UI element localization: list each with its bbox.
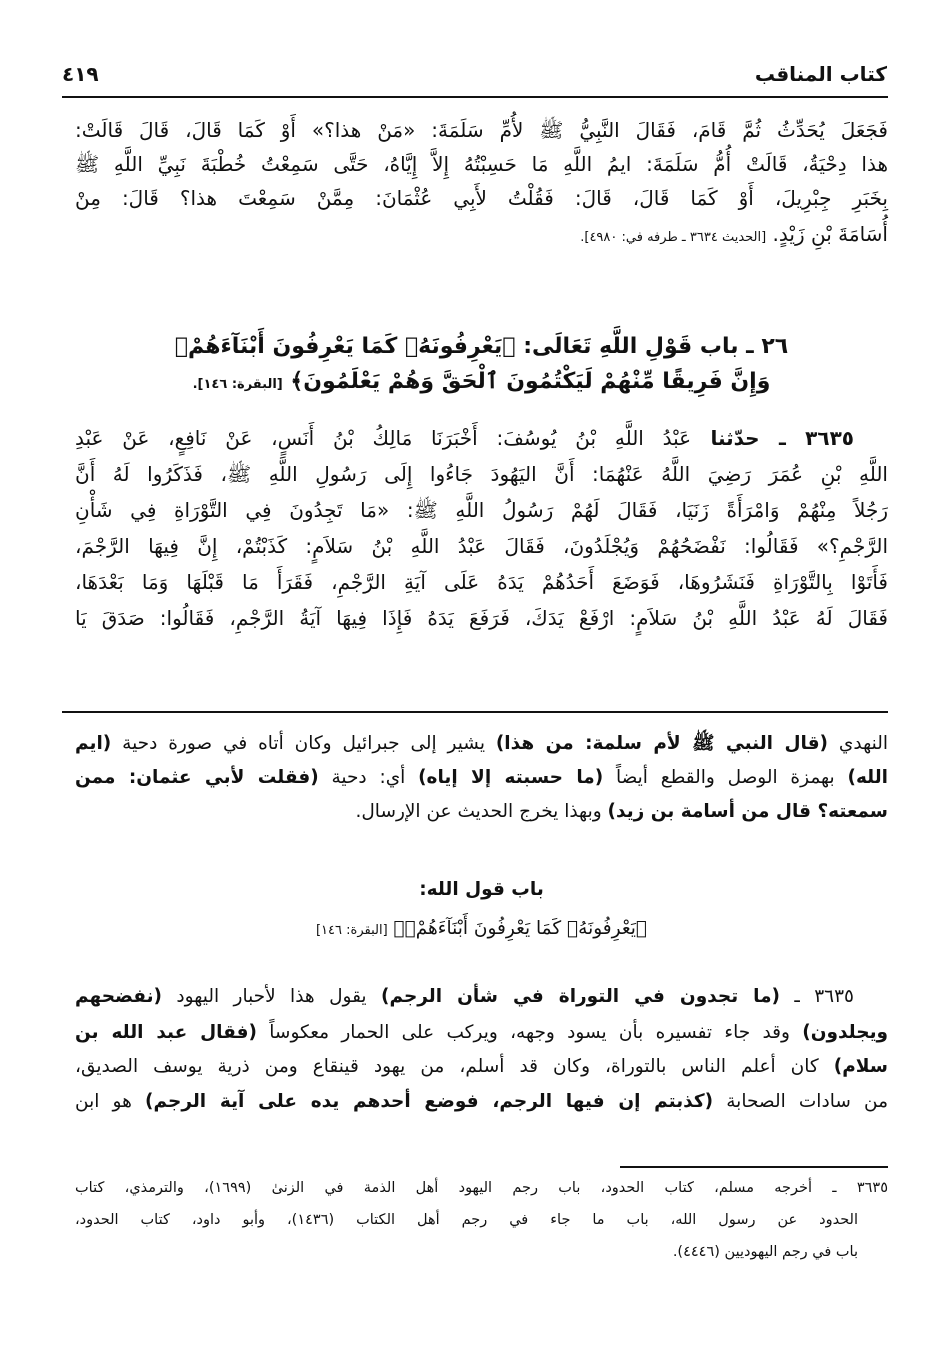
hadith-line: [75, 608, 888, 628]
commentary-1-line: [75, 803, 888, 822]
hadith-line: [75, 572, 888, 592]
hadith-line: [75, 428, 854, 448]
text-segment: بِخَبَرِ جِبْرِيلَ، أَوْ كَمَا قَالَ، قَالَ: فَقُلْتُ لأَبِي عُثْمَانَ: مِمَّنْ سَمِعْتَ هذا؟ قَالَ: مِنْ: [75, 186, 888, 210]
bold-text-segment: ٣٦٣٥ ـ حدّثنا: [691, 426, 854, 450]
text-segment: الرَّجْمِ؟» فَقَالُوا: نَفْضَحُهُمْ وَيُجْلَدُونَ، فَقَالَ عَبْدُ اللَّهِ بْنُ سَلاَمٍ: كَذَبْتُمْ، إِنَّ فِيهَا الرَّجْمَ،: [75, 534, 888, 558]
bold-text-segment: باب قول الله:: [419, 879, 544, 900]
footnotes-line: [75, 1245, 858, 1260]
bold-text-segment: (ايم: [75, 733, 112, 754]
bold-text-segment: ٢٦ ـ باب قَوْلِ اللَّهِ تَعَالَى:: [515, 334, 789, 359]
text-segment: ﴿يَعْرِفُونَهُۥ كَمَا يَعْرِفُونَ أَبْنَآءَهُمْۖ: [174, 334, 516, 359]
text-segment: أُسَامَةَ بْنِ زَيْدٍ.: [766, 222, 888, 246]
commentary-1-line: [75, 735, 888, 754]
text-segment: أي: دحية: [318, 767, 419, 788]
text-segment: فَجَعَلَ يُحَدِّثُ ثُمَّ قَامَ، فَقَالَ النَّبِيُّ ﷺ لأُمِّ سَلَمَةَ: «مَنْ هذا؟» أَوْ كَمَا قَالَ، قَالَ قَالَتْ:: [75, 118, 888, 142]
header-rule: [62, 96, 888, 98]
text-segment: عَبْدُ اللَّهِ بْنُ يُوسُفَ: أَخْبَرَنَا مَالِكُ بْنُ أَنَسٍ، عَنْ نَافِعٍ، عَنْ عَبْدِ: [75, 426, 692, 450]
text-segment: رَجُلاً مِنْهُمْ وَامْرَأَةً زَنَيَا، فَقَالَ لَهُمْ رَسُولُ اللَّهِ ﷺ: «مَا تَجِدُونَ فِي التَّوْرَاةِ فِي شَأْنِ: [75, 498, 888, 522]
text-segment: فَقَالَ لَهُ عَبْدُ اللَّهِ بْنُ سَلاَمٍ: ارْفَعْ يَدَكَ، فَرَفَعَ يَدَهُ فَإِذَا فِيهَا آيَةُ الرَّجْمِ، فَقَالُوا: صَدَقَ يَا: [75, 606, 888, 630]
bold-text-segment: (نفضحهم: [75, 986, 162, 1007]
text-segment: ٣٦٣٥ ـ: [779, 986, 854, 1007]
bold-text-segment: سلام): [833, 1056, 888, 1077]
text-segment: باب في رجم اليهوديين (٤٤٤٦).: [672, 1244, 858, 1260]
commentary-2-line: [75, 988, 854, 1007]
commentary-2-line: [75, 1093, 888, 1112]
main-top-line: [75, 120, 888, 140]
reference-text: [الحديث ٣٦٣٤ ـ طرفه في: ٤٩٨٠].: [580, 230, 767, 245]
main-top-line: [75, 224, 888, 244]
running-title: كتاب المناقب: [754, 62, 887, 86]
text-segment: وبهذا يخرج الحديث عن الإرسال.: [355, 801, 608, 822]
text-segment: اللَّهِ بْنِ عُمَرَ رَضِيَ اللَّهُ عَنْهُمَا: أَنَّ اليَهُودَ جَاءُوا إِلَى رَسُولِ اللَّهِ ﷺ، فَذَكَرُوا لَهُ أَنَّ: [75, 462, 888, 486]
reference-text: [البقرة: ١٤٦]: [315, 923, 388, 938]
footnote-separator: [620, 1166, 888, 1168]
main-top-line: [75, 154, 888, 174]
commentary-heading-line: [75, 881, 888, 900]
footnotes-line: [75, 1181, 888, 1196]
bold-text-segment: (ما تجدون في التوراة في شأن الرجم): [381, 986, 780, 1007]
chapter-heading-line: [75, 371, 888, 393]
text-segment: من سادات الصحابة: [713, 1091, 888, 1112]
text-segment: هذا دِحْيَةُ، قَالَتْ أُمُّ سَلَمَةَ: ايمُ اللَّهِ مَا حَسِبْتُهُ إِلاَّ إِيَّاهُ، حَتَّى سَمِعْتُ خُطْبَةَ نَبِيِّ اللَّهِ ﷺ: [75, 152, 888, 176]
main-top-line: [75, 188, 888, 208]
bold-text-segment: سمعته؟ قال من أسامة بن زيد): [607, 801, 888, 822]
commentary-2-line: [75, 1024, 888, 1043]
bold-text-segment: (فقال عبد الله بن: [75, 1022, 257, 1043]
commentary-2-line: [75, 1058, 888, 1077]
text-segment: النهدي: [828, 733, 888, 754]
text-segment: يشير إلى جبرائيل وكان أتاه في صورة دحية: [111, 733, 496, 754]
text-segment: فَأَتَوْا بِالتَّوْرَاةِ فَنَشَرُوهَا، فَوَضَعَ أَحَدُهُمْ يَدَهُ عَلَى آيَةِ الرَّجْمِ، فَقَرَأَ مَا قَبْلَهَا وَمَا بَعْدَهَا،: [75, 570, 888, 594]
text-segment: الحدود عن رسول الله، باب ما جاء في رجم أهل الكتاب (١٤٣٦)، وأبو داود، كتاب الحدود،: [75, 1212, 858, 1228]
hadith-line: [75, 464, 888, 484]
text-segment: ﴿يَعْرِفُونَهُۥ كَمَا يَعْرِفُونَ أَبْنَآءَهُمْۖ﴾: [387, 918, 648, 939]
text-segment: يقول هذا لأحبار اليهود: [162, 986, 381, 1007]
commentary-heading-line: [75, 920, 888, 939]
text-segment: كان أعلم الناس بالتوراة، وكان قد أسلم، من يهود قينقاع ومن ذرية يوسف الصديق،: [75, 1056, 834, 1077]
bold-text-segment: (كذبتم إن فيها الرجم، فوضع أحدهم يده على آية الرجم): [145, 1091, 714, 1112]
hadith-line: [75, 500, 888, 520]
text-segment: ٣٦٣٥ ـ أخرجه مسلم، كتاب الحدود، باب رجم اليهود أهل الذمة في الزنىٰ (١٦٩٩)، والترمذي، كتاب: [75, 1180, 888, 1196]
bold-text-segment: الله): [847, 767, 888, 788]
text-segment: بهمزة الوصل والقطع أيضاً: [603, 767, 848, 788]
text-segment: وَإِنَّ فَرِيقًا مِّنْهُمْ لَيَكْتُمُونَ ٱلْحَقَّ وَهُمْ يَعْلَمُونَ﴾: [282, 369, 771, 394]
text-segment: وقد جاء تفسيره بأن يسود وجهه، ويركب على الحمار معكوساً: [257, 1022, 803, 1043]
footnotes-line: [75, 1213, 858, 1228]
bold-text-segment: (قال النبي ﷺ لأم سلمة: من هذا): [495, 733, 829, 754]
reference-text: [البقرة: ١٤٦].: [192, 377, 283, 392]
text-segment: هو ابن: [75, 1091, 146, 1112]
commentary-separator: [62, 711, 888, 713]
hadith-line: [75, 536, 888, 556]
bold-text-segment: (فقلت لأبي عثمان: ممن: [75, 767, 319, 788]
page-number: ٤١٩: [62, 62, 99, 86]
bold-text-segment: (ما حسبته إلا إياه): [418, 767, 604, 788]
chapter-heading-line: [75, 336, 888, 358]
commentary-1-line: [75, 769, 888, 788]
bold-text-segment: ويجلدون): [802, 1022, 889, 1043]
